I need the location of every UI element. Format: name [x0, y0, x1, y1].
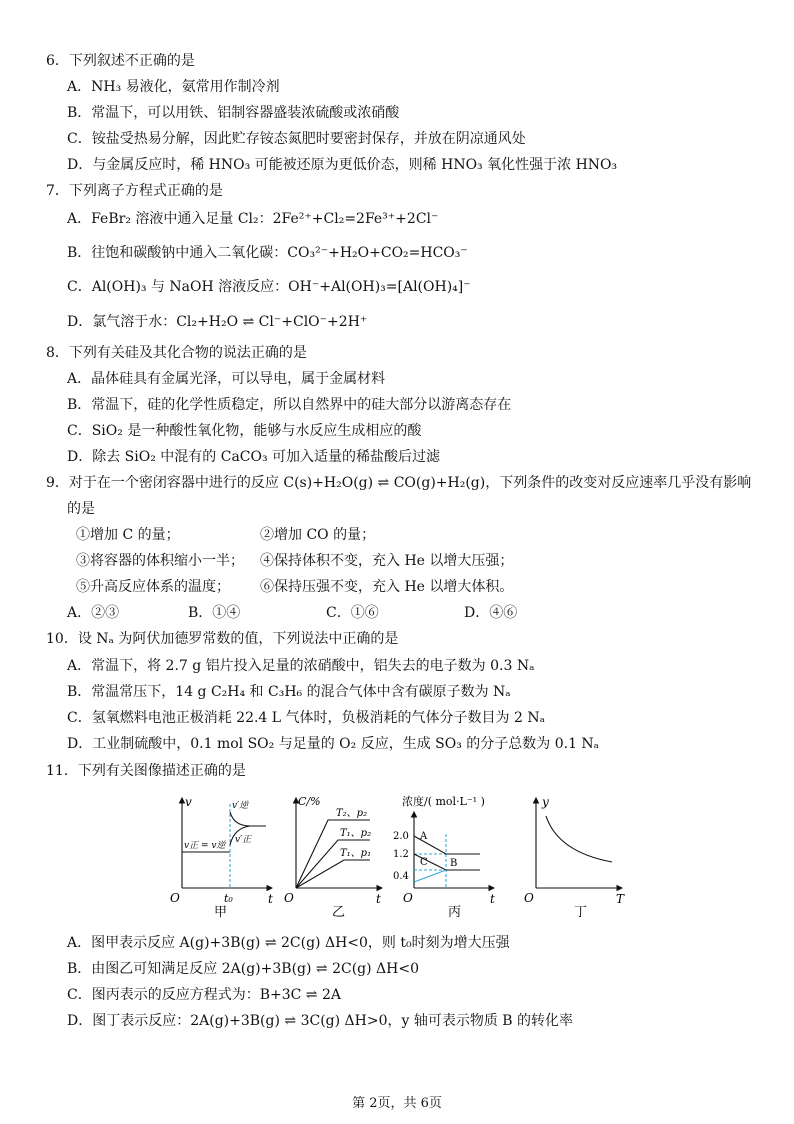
- question-10-option-c: C．氢氧燃料电池正极消耗 22.4 L 气体时，负极消耗的气体分子数目为 2 Nₐ: [67, 710, 545, 726]
- jia-caption: 甲: [214, 905, 228, 920]
- jia-v-forward-label: v′正: [235, 835, 252, 845]
- question-9-stem: 9．对于在一个密闭容器中进行的反应 C(s)+H₂O(g) ⇌ CO(g)+H₂(g)，下列条件的改变对反应速率几乎没有影响: [46, 475, 752, 491]
- question-8-option-d: D．除去 SiO₂ 中混有的 CaCO₃ 可加入适量的稀盐酸后过滤: [67, 449, 441, 465]
- question-8-option-c: C．SiO₂ 是一种酸性氧化物，能够与水反应生成相应的酸: [67, 423, 422, 439]
- question-6-option-c: C．铵盐受热易分解，因此贮存铵态氮肥时要密封保存，并放在阴凉通风处: [67, 131, 526, 147]
- bing-tick-0-4: 0.4: [393, 871, 409, 882]
- question-9-option-b: B．①④: [188, 605, 241, 621]
- question-6-stem: 6．下列叙述不正确的是: [46, 53, 195, 69]
- question-9-stem-continued: 的是: [67, 501, 95, 517]
- bing-y-label: 浓度/( mol·L⁻¹ ): [402, 795, 485, 808]
- question-9-option-a: A．②③: [67, 605, 120, 621]
- figure-strip-svg: [160, 790, 640, 920]
- question-9-condition-2: ②增加 CO 的量；: [260, 527, 376, 543]
- question-7-option-d: D．氯气溶于水：Cl₂+H₂O ⇌ Cl⁻+ClO⁻+2H⁺: [67, 314, 368, 330]
- page-footer: 第 2页，共 6页: [352, 1096, 442, 1111]
- jia-t0-label: t₀: [224, 892, 233, 905]
- yi-x-label: t: [376, 892, 381, 906]
- question-11-stem: 11．下列有关图像描述正确的是: [46, 763, 246, 779]
- question-10-stem: 10．设 Nₐ 为阿伏加德罗常数的值，下列说法中正确的是: [46, 631, 399, 647]
- question-11-figures: [160, 790, 640, 920]
- question-7-option-c: C．Al(OH)₃ 与 NaOH 溶液反应：OH⁻+Al(OH)₃=[Al(OH)₄]⁻: [67, 279, 471, 295]
- question-6-option-a: A．NH₃ 易液化，氨常用作制冷剂: [67, 79, 280, 95]
- yi-caption: 乙: [332, 905, 346, 920]
- ding-y-label: y: [542, 795, 549, 809]
- question-9-condition-3: ③将容器的体积缩小一半；: [76, 553, 244, 569]
- question-6-option-b: B．常温下，可以用铁、铝制容器盛装浓硫酸或浓硝酸: [67, 105, 400, 121]
- bing-origin: O: [403, 891, 413, 905]
- question-11-option-d: D．图丁表示反应：2A(g)+3B(g) ⇌ 3C(g) ΔH>0，y 轴可表示物质 B 的转化率: [67, 1013, 574, 1029]
- question-10-option-b: B．常温常压下，14 g C₂H₄ 和 C₃H₆ 的混合气体中含有碳原子数为 Nₐ: [67, 684, 511, 700]
- ding-curve: [546, 816, 612, 862]
- yi-curve-2-label: T₁、p₂: [340, 828, 372, 839]
- ding-x-label: T: [616, 892, 625, 906]
- yi-origin: O: [284, 891, 294, 905]
- question-11-option-b: B．由图乙可知满足反应 2A(g)+3B(g) ⇌ 2C(g) ΔH<0: [67, 961, 419, 977]
- bing-label-a: A: [420, 831, 428, 842]
- question-7-stem: 7．下列离子方程式正确的是: [46, 183, 223, 199]
- question-9-condition-1: ①增加 C 的量；: [76, 527, 180, 543]
- figure-bing: [414, 812, 494, 888]
- jia-y-label: v: [185, 795, 192, 809]
- question-11-option-c: C．图丙表示的反应方程式为：B+3C ⇌ 2A: [67, 987, 341, 1003]
- bing-label-b: B: [450, 858, 458, 869]
- question-10-option-d: D．工业制硫酸中，0.1 mol SO₂ 与足量的 O₂ 反应，生成 SO₃ 的分子总数为 0.1 Nₐ: [67, 736, 600, 752]
- question-9-option-d: D．④⑥: [464, 605, 518, 621]
- jia-equilibrium-label: v正 = v逆: [184, 841, 226, 851]
- yi-curve-3-label: T₁、p₁: [340, 848, 372, 859]
- question-7-option-b: B．往饱和碳酸钠中通入二氧化碳：CO₃²⁻+H₂O+CO₂=HCO₃⁻: [67, 245, 468, 261]
- question-10-option-a: A．常温下，将 2.7 g 铝片投入足量的浓硝酸中，铝失去的电子数为 0.3 Nₐ: [67, 658, 535, 674]
- question-8-option-a: A．晶体硅具有金属光泽，可以导电，属于金属材料: [67, 371, 386, 387]
- question-9-condition-6: ⑥保持压强不变，充入 He 以增大体积。: [260, 579, 514, 595]
- ding-caption: 丁: [574, 905, 588, 920]
- jia-v-reverse-curve: [230, 812, 266, 826]
- bing-caption: 丙: [448, 905, 462, 920]
- question-8-stem: 8．下列有关硅及其化合物的说法正确的是: [46, 345, 307, 361]
- bing-label-c: C: [420, 857, 428, 868]
- yi-y-label: C/%: [298, 795, 321, 808]
- yi-curve-1-label: T₂、p₂: [336, 808, 368, 819]
- figure-ding: [536, 798, 622, 888]
- question-6-option-d: D．与金属反应时，稀 HNO₃ 可能被还原为更低价态，则稀 HNO₃ 氧化性强于浓 HNO₃: [67, 157, 618, 173]
- question-9-option-c: C．①⑥: [326, 605, 379, 621]
- question-11-option-a: A．图甲表示反应 A(g)+3B(g) ⇌ 2C(g) ΔH<0，则 t₀时刻为增大压强: [67, 935, 510, 951]
- question-7-option-a: A．FeBr₂ 溶液中通入足量 Cl₂：2Fe²⁺+Cl₂=2Fe³⁺+2Cl⁻: [67, 211, 439, 227]
- ding-origin: O: [524, 891, 534, 905]
- jia-v-reverse-label: v′逆: [232, 801, 249, 811]
- jia-x-label: t: [268, 892, 273, 906]
- bing-tick-1-2: 1.2: [393, 849, 409, 860]
- bing-x-label: t: [490, 892, 495, 906]
- jia-origin: O: [170, 891, 180, 905]
- bing-curve-c: [414, 870, 446, 882]
- bing-tick-2-0: 2.0: [393, 831, 409, 842]
- question-9-condition-5: ⑤升高反应体系的温度；: [76, 579, 230, 595]
- question-9-condition-4: ④保持体积不变，充入 He 以增大压强；: [260, 553, 514, 569]
- question-8-option-b: B．常温下，硅的化学性质稳定，所以自然界中的硅大部分以游离态存在: [67, 397, 512, 413]
